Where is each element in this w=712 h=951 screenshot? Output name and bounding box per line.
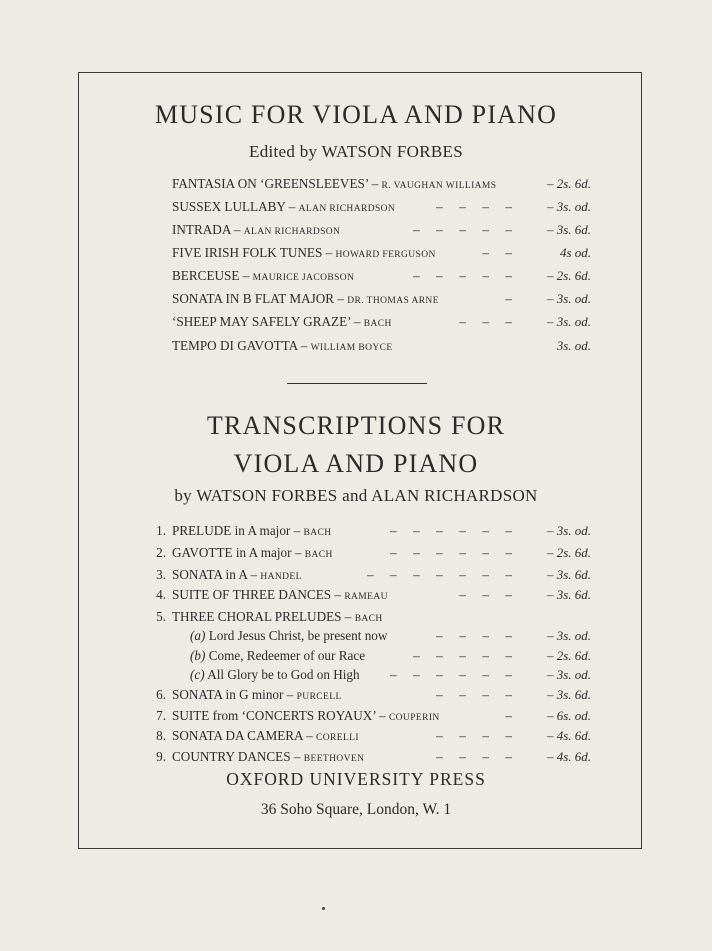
item-title: SONATA IN B FLAT MAJOR — [172, 291, 335, 306]
section2-subtitle: by WATSON FORBES and ALAN RICHARDSON — [174, 486, 538, 505]
item-dashes: – – – – – — [413, 268, 512, 283]
item-price: – 3s. od. — [546, 523, 591, 538]
publisher-name: OXFORD UNIVERSITY PRESS — [226, 769, 486, 789]
list-item — [0, 567, 712, 589]
item-subletter: (a) — [190, 628, 206, 643]
item-dashes: – — [505, 708, 512, 723]
item-extra: from ‘CONCERTS ROYAUX’ — [209, 708, 376, 723]
item-text: SUITE OF THREE DANCES – RAMEAU — [172, 587, 388, 602]
item-composer: BACH — [363, 319, 392, 329]
item-price: – 4s. 6d. — [546, 728, 591, 743]
item-dashes: – – – – – – – — [366, 567, 512, 582]
item-number: 9. — [156, 749, 166, 764]
item-text: SUITE from ‘CONCERTS ROYAUX’ – COUPERIN — [172, 708, 440, 723]
list-item — [0, 523, 712, 545]
item-text: SONATA IN B FLAT MAJOR – DR. THOMAS ARNE — [172, 291, 439, 306]
item-subletter: (b) — [190, 648, 206, 663]
item-price: – 3s. od. — [546, 314, 591, 329]
list-item — [0, 628, 712, 650]
item-dashes: – – – – — [436, 628, 512, 643]
item-price: – 3s. od. — [546, 667, 591, 682]
item-text — [190, 648, 365, 664]
item-price: 3s. od. — [556, 338, 591, 353]
section1-title: MUSIC FOR VIOLA AND PIANO — [154, 100, 558, 129]
item-text: FIVE IRISH FOLK TUNES – HOWARD FERGUSON — [172, 245, 436, 260]
item-text: SONATA in A – HANDEL — [172, 567, 302, 582]
item-number: 6. — [156, 687, 166, 702]
item-price: – 3s. od. — [546, 199, 591, 214]
item-number: 1. — [156, 523, 166, 538]
item-dashes: – – – – – — [413, 222, 512, 237]
item-title: COUNTRY DANCES — [172, 749, 291, 764]
item-title: GAVOTTE — [172, 545, 233, 560]
item-text: THREE CHORAL PRELUDES – BACH — [172, 609, 383, 624]
item-dashes: – – – — [459, 587, 512, 602]
item-dashes: – – – — [459, 314, 512, 329]
item-dashes: – – — [482, 245, 512, 260]
item-composer: MAURICE JACOBSON — [252, 273, 355, 283]
list-item — [0, 749, 712, 771]
item-composer: R. VAUGHAN WILLIAMS — [381, 181, 497, 191]
item-dashes: – – – – – – — [390, 523, 512, 538]
list-item — [0, 708, 712, 730]
item-text: PRELUDE in A major – BACH — [172, 523, 332, 538]
item-price: – 3s. od. — [546, 628, 591, 643]
section1-subtitle: Edited by WATSON FORBES — [249, 142, 463, 161]
section2-title-line1: TRANSCRIPTIONS FOR — [206, 411, 506, 440]
item-number: 7. — [156, 708, 166, 723]
item-extra: in G minor — [222, 687, 284, 702]
item-text: SUSSEX LULLABY – ALAN RICHARDSON — [172, 199, 396, 214]
item-dashes: – – – – — [436, 749, 512, 764]
item-price: – 3s. 6d. — [546, 587, 591, 602]
item-price: – 3s. 6d. — [546, 222, 591, 237]
item-number: 5. — [156, 609, 166, 624]
item-title: SONATA — [172, 567, 223, 582]
item-title: SUITE — [172, 708, 210, 723]
item-composer: BACH — [304, 550, 333, 560]
item-price: – 2s. 6d. — [546, 268, 591, 283]
item-composer: WILLIAM BOYCE — [310, 343, 393, 353]
item-title: SUITE OF THREE DANCES — [172, 587, 332, 602]
item-title: BERCEUSE — [172, 268, 240, 283]
item-composer: BACH — [354, 614, 383, 624]
item-title: All Glory be to God on High — [207, 667, 360, 682]
item-title: TEMPO DI GAVOTTA — [172, 338, 298, 353]
item-extra: in A — [222, 567, 248, 582]
item-title: PRELUDE — [172, 523, 232, 538]
item-price: – 3s. 6d. — [546, 687, 591, 702]
item-text — [190, 667, 360, 683]
item-title: FANTASIA ON ‘GREENSLEEVES’ — [172, 176, 369, 191]
item-dashes: – – – – — [436, 199, 512, 214]
item-number: 8. — [156, 728, 166, 743]
item-extra: in A major — [232, 545, 292, 560]
publisher-address: 36 Soho Square, London, W. 1 — [260, 801, 452, 818]
item-price: – 3s. 6d. — [546, 567, 591, 582]
item-composer: RAMEAU — [344, 592, 388, 602]
item-subletter: (c) — [190, 667, 205, 682]
item-price: – 3s. od. — [546, 291, 591, 306]
item-composer: COUPERIN — [388, 713, 440, 723]
item-composer: HANDEL — [260, 572, 302, 582]
item-title: FIVE IRISH FOLK TUNES — [172, 245, 323, 260]
item-price: 4s od. — [559, 245, 591, 260]
item-text: ‘SHEEP MAY SAFELY GRAZE’ – BACH — [172, 314, 392, 329]
item-composer: ALAN RICHARDSON — [243, 227, 341, 237]
item-title: Come, Redeemer of our Race — [208, 648, 366, 663]
list-item — [0, 687, 712, 709]
item-title: SONATA DA CAMERA — [172, 728, 303, 743]
item-price: – 2s. 6d. — [546, 545, 591, 560]
item-dashes: – – – – – – — [390, 545, 512, 560]
item-text — [190, 628, 387, 644]
item-text: FANTASIA ON ‘GREENSLEEVES’ – R. VAUGHAN WILLIAMS — [172, 176, 497, 191]
item-number: 3. — [156, 567, 166, 582]
item-text: TEMPO DI GAVOTTA – WILLIAM BOYCE — [172, 338, 393, 353]
item-text: INTRADA – ALAN RICHARDSON — [172, 222, 341, 237]
item-text: GAVOTTE in A major – BACH — [172, 545, 333, 560]
item-composer: PURCELL — [296, 692, 342, 702]
list-item — [0, 545, 712, 567]
item-composer: DR. THOMAS ARNE — [347, 296, 439, 306]
list-item — [0, 728, 712, 750]
item-price: – 2s. 6d. — [546, 648, 591, 663]
item-title: SUSSEX LULLABY — [172, 199, 286, 214]
item-composer: HOWARD FERGUSON — [335, 250, 436, 260]
item-price: – 6s. od. — [546, 708, 591, 723]
item-text: COUNTRY DANCES – BEETHOVEN — [172, 749, 365, 764]
item-number: 4. — [156, 587, 166, 602]
item-dashes: – — [505, 291, 512, 306]
item-number: 2. — [156, 545, 166, 560]
item-title: INTRADA — [172, 222, 231, 237]
item-title: SONATA — [172, 687, 223, 702]
item-composer: CORELLI — [316, 733, 359, 743]
item-title: Lord Jesus Christ, be present now — [208, 628, 388, 643]
item-dashes: – – – – – – — [390, 667, 512, 682]
item-price: – 2s. 6d. — [546, 176, 591, 191]
list-item — [0, 667, 712, 689]
print-mark — [322, 907, 325, 910]
item-composer: ALAN RICHARDSON — [298, 204, 396, 214]
item-composer: BEETHOVEN — [303, 754, 365, 764]
section2-title-line2: VIOLA AND PIANO — [233, 449, 479, 478]
item-text: BERCEUSE – MAURICE JACOBSON — [172, 268, 355, 283]
item-dashes: – – – – — [436, 687, 512, 702]
item-extra: in A major — [231, 523, 291, 538]
item-title: THREE CHORAL PRELUDES — [172, 609, 342, 624]
item-price: – 4s. 6d. — [546, 749, 591, 764]
list-item — [0, 587, 712, 609]
item-dashes: – – – – – — [413, 648, 512, 663]
item-dashes: – – – – — [436, 728, 512, 743]
item-text: SONATA DA CAMERA – CORELLI — [172, 728, 359, 743]
item-title: ‘SHEEP MAY SAFELY GRAZE’ — [172, 314, 351, 329]
item-text: SONATA in G minor – PURCELL — [172, 687, 342, 702]
item-composer: BACH — [303, 528, 332, 538]
